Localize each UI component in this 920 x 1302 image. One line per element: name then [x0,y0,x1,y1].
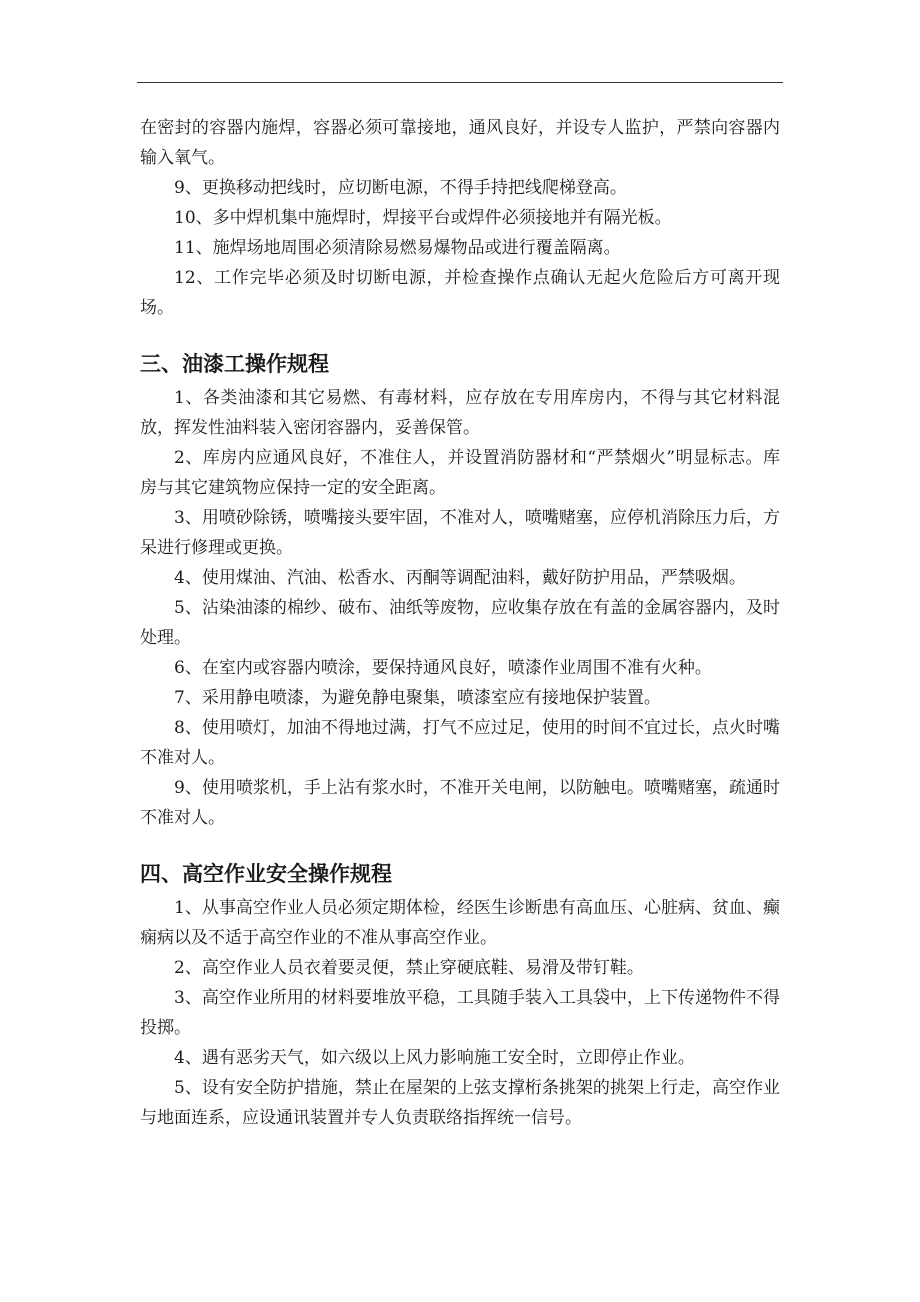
header-rule [137,82,783,83]
section-3-item-7: 7、采用静电喷漆，为避免静电聚集，喷漆室应有接地保护装置。 [174,688,661,708]
section-3-item-5: 5、沾染油漆的棉纱、破布、油纸等废物，应收集存放在有盖的金属容器内，及时处理。 [140,598,780,648]
section-3-item-3: 3、用喷砂除锈，喷嘴接头要牢固，不准对人，喷嘴赌塞，应停机消除压力后，方呆进行修理或更换。 [140,508,780,558]
section-3-heading: 三、油漆工操作规程 [140,352,329,376]
section-3-item-9: 9、使用喷浆机，手上沾有浆水时，不准开关电闸，以防触电。喷嘴赌塞，疏通时不准对人。 [140,778,780,828]
intro-item-11: 11、施焊场地周围必须清除易燃易爆物品或进行覆盖隔离。 [174,238,621,258]
intro-paragraph-continuation: 在密封的容器内施焊，容器必须可靠接地，通风良好，并设专人监护，严禁向容器内输入氧气。 [140,118,780,168]
section-4-item-5: 5、设有安全防护措施，禁止在屋架的上弦支撑桁条挑架的挑架上行走，高空作业与地面连系，应设通讯装置并专人负责联络指挥统一信号。 [140,1078,780,1128]
section-4-item-3: 3、高空作业所用的材料要堆放平稳，工具随手装入工具袋中，上下传递物件不得投掷。 [140,988,780,1038]
intro-item-9: 9、更换移动把线时，应切断电源，不得手持把线爬梯登高。 [174,178,627,198]
section-4-item-2: 2、高空作业人员衣着要灵便，禁止穿硬底鞋、易滑及带钉鞋。 [174,958,644,978]
section-3-item-2: 2、库房内应通风良好，不准住人，并设置消防器材和“严禁烟火”明显标志。库房与其它建筑物应保持一定的安全距离。 [140,448,780,498]
intro-item-12: 12、工作完毕必须及时切断电源，并检查操作点确认无起火危险后方可离开现场。 [140,268,780,318]
section-3-item-1: 1、各类油漆和其它易燃、有毒材料，应存放在专用库房内，不得与其它材料混放，挥发性油料装入密闭容器内，妥善保管。 [140,388,780,438]
section-3-item-8: 8、使用喷灯，加油不得地过满，打气不应过足，使用的时间不宜过长，点火时嘴不准对人。 [140,718,780,768]
section-3-item-4: 4、使用煤油、汽油、松香水、丙酮等调配油料，戴好防护用品，严禁吸烟。 [174,568,746,588]
section-4-item-1: 1、从事高空作业人员必须定期体检，经医生诊断患有高血压、心脏病、贫血、癫痫病以及不适于高空作业的不准从事高空作业。 [140,898,780,948]
section-3-item-6: 6、在室内或容器内喷涂，要保持通风良好，喷漆作业周围不准有火种。 [174,658,712,678]
section-4-item-4: 4、遇有恶劣天气，如六级以上风力影响施工安全时，立即停止作业。 [174,1048,695,1068]
intro-item-10: 10、多中焊机集中施焊时，焊接平台或焊件必须接地并有隔光板。 [174,208,672,228]
section-4-heading: 四、高空作业安全操作规程 [140,862,392,886]
document-body [140,113,780,1133]
